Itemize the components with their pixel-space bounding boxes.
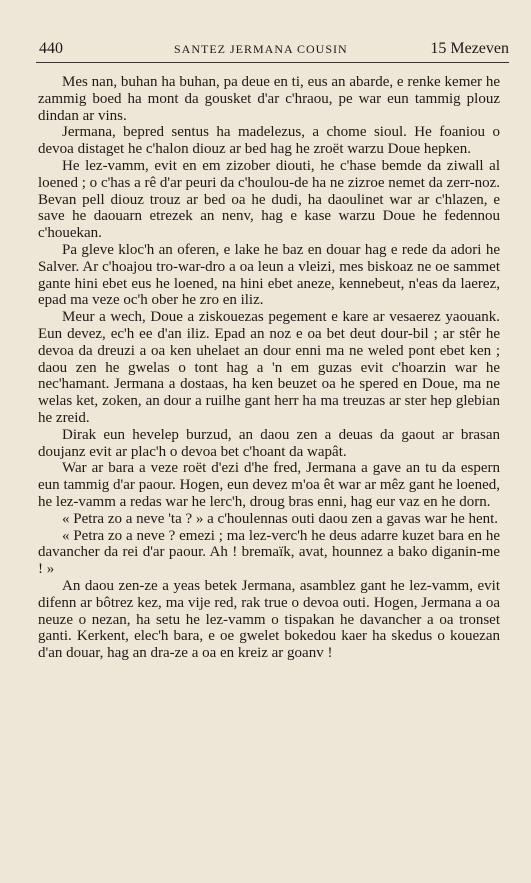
paragraph: Meur a wech, Doue a ziskouezas pegement e kare ar vesaerez yaouank. Eun devez, ec'h ee d'an iliz. Epad an noz e oa bet deut dour-bil ; ar stêr he devoa da dreuzi a oa ken uhelaet an dour enni ma ne weled pont ebet ken ; daou zen he gwelas o tont hag a 'n em guzas evit c'hoarzin war he nec'hamant. Jermana a dostaas, ha ken beuzet oa he spered en Doue, ma ne welas ket, zoken, an dour a ruilhe gant herr ha ma treuzas ar ster hep glebian he zreid. [38, 309, 500, 426]
paragraph: Jermana, bepred sentus ha madelezus, a chome sioul. He foaniou o devoa distaget he c'halon diouz ar bed hag he zroët warzu Doue hepken. [38, 124, 500, 158]
paragraph: « Petra zo a neve ? emezi ; ma lez-verc'h he deus adarre kuzet bara en he davancher da rei d'ar paour. Ah ! bremaïk, avat, hounnez a bako diganin-me ! » [38, 527, 500, 578]
paragraph: War ar bara a veze roët d'ezi d'he fred, Jermana a gave an tu da espern eun tammig d'ar paour. Hogen, eun devez m'oa êt war ar mêz gant he loened, he lez-vamm a redas war he lerc'h, droug bras enni, hag eur vaz en he dorn. [38, 460, 500, 510]
body-text [38, 74, 500, 662]
paragraph: « Petra zo a neve 'ta ? » a c'houlennas outi daou zen a gavas war he hent. [62, 510, 499, 527]
paragraph: Pa gleve kloc'h an oferen, e lake he baz en douar hag e rede da adori he Salver. Ar c'hoajou tro-war-dro a oa leun a vleizi, mes biskoaz ne oe sammet gante hini ebet eus he loened, na hini ebet aneze, kennebeut, n'eas da laerez, epad ma veze oc'h ober he zro en iliz. [38, 241, 500, 309]
page-number: 440 [39, 40, 63, 57]
paragraph: He lez-vamm, evit en em zizober diouti, he c'hase bemde da ziwall al loened ; o c'has a rê d'ar peuri da c'houlou-de ha ne zizroe nemet da zerr-noz. Bevan pell diouz trouz ar bed oa he dudi, ha daoulinet war ar c'hlazen, e save he daouarn etrezek an nenv, hag e kase warzu Doue he fedennou c'houekan. [38, 157, 500, 242]
paragraph: An daou zen-ze a yeas betek Jermana, asamblez gant he lez-vamm, evit difenn ar bôtrez kez, ma vije red, rak true o devoa outi. Hogen, Jermana a oa neuze o nezan, ha setu he lez-vamm o tispakan he davancher a oa tronset ganti. Kerkent, elec'h bara, e oe gwelet bokedou kaer ha skedus o kouezan d'an douar, hag an dra-ze a oa en kreiz ar goanv ! [38, 577, 500, 662]
paragraph: Mes nan, buhan ha buhan, pa deue en ti, eus an abarde, e renke kemer he zammig boed ha mont da gousket d'ar c'hraou, pe war eun tammig plouz dindan ar vins. [38, 74, 500, 124]
paragraph: Dirak eun hevelep burzud, an daou zen a deuas da gaout ar brasan doujanz evit ar plac'h o devoa bet c'hoant da wapât. [38, 426, 500, 460]
running-header [36, 38, 509, 63]
running-title: SANTEZ JERMANA COUSIN [174, 42, 348, 56]
header-date: 15 Mezeven [430, 40, 509, 57]
